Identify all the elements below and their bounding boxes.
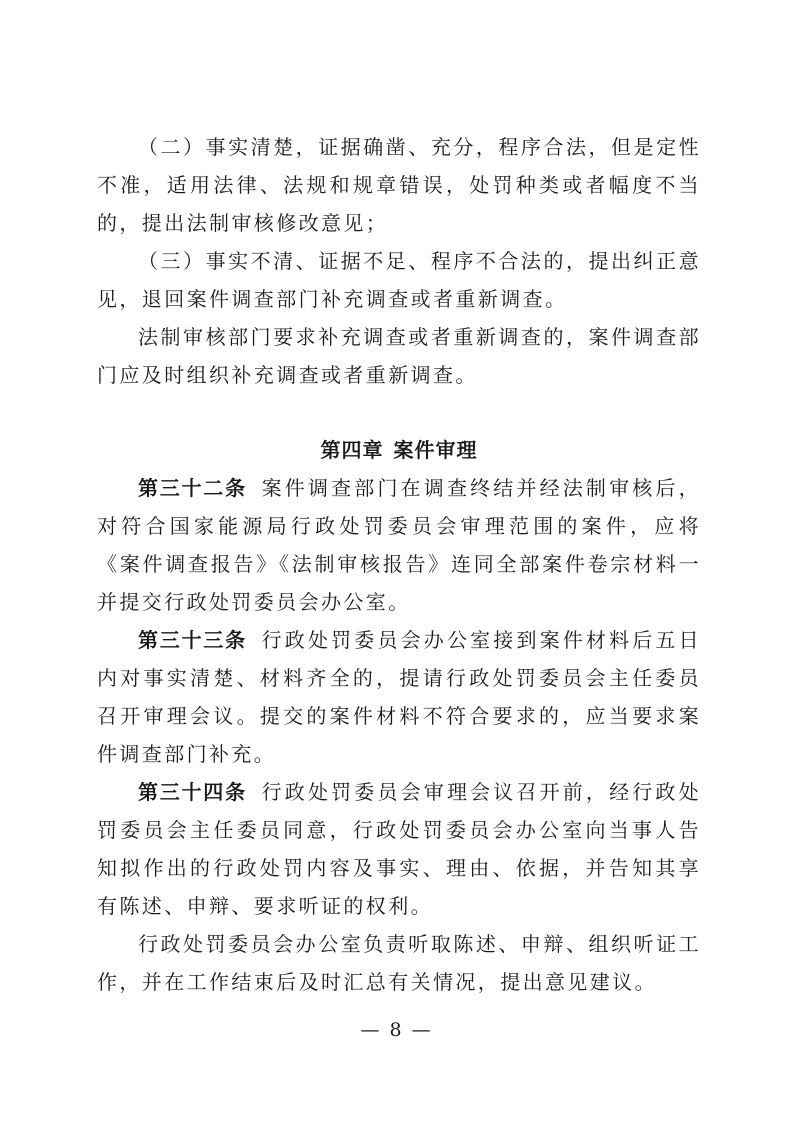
document-body [97, 128, 701, 1001]
article-32 [97, 469, 701, 621]
chapter-heading [97, 431, 701, 469]
article-33 [97, 621, 701, 773]
page-number: — 8 — [360, 1019, 433, 1041]
chapter-number: 第四章 [320, 438, 384, 462]
article-34 [97, 773, 701, 925]
article-text: 案件调查部门在调查终结并经法制审核后，对符合国家能源局行政处罚委员会审理范围的案件，应将《案件调查报告》《法制审核报告》连同全部案件卷宗材料一并提交行政处罚委员会办公室。 [97, 476, 702, 614]
closing-paragraph: 行政处罚委员会办公室负责听取陈述、申辩、组织听证工作，并在工作结束后及时汇总有关情况，提出意见建议。 [97, 932, 701, 994]
article-number: 第三十三条 [138, 628, 247, 652]
article-text: 行政处罚委员会审理会议召开前，经行政处罚委员会主任委员同意，行政处罚委员会办公室向当事人告知拟作出的行政处罚内容及事实、理由、依据，并告知其享有陈述、申辩、要求听证的权利。 [97, 780, 702, 918]
paragraph-item-3: （三）事实不清、证据不足、程序不合法的，提出纠正意见，退回案件调查部门补充调查或者重新调查。 [97, 249, 701, 311]
paragraph-review-requirement: 法制审核部门要求补充调查或者重新调查的，案件调查部门应及时组织补充调查或者重新调查。 [97, 325, 701, 387]
chapter-title: 案件审理 [393, 438, 478, 462]
paragraph-item-2: （二）事实清楚，证据确凿、充分，程序合法，但是定性不准，适用法律、法规和规章错误，处罚种类或者幅度不当的，提出法制审核修改意见； [97, 135, 701, 235]
article-number: 第三十四条 [138, 780, 247, 804]
article-text: 行政处罚委员会办公室接到案件材料后五日内对事实清楚、材料齐全的，提请行政处罚委员会主任委员召开审理会议。提交的案件材料不符合要求的，应当要求案件调查部门补充。 [97, 628, 702, 766]
article-number: 第三十二条 [138, 476, 247, 500]
